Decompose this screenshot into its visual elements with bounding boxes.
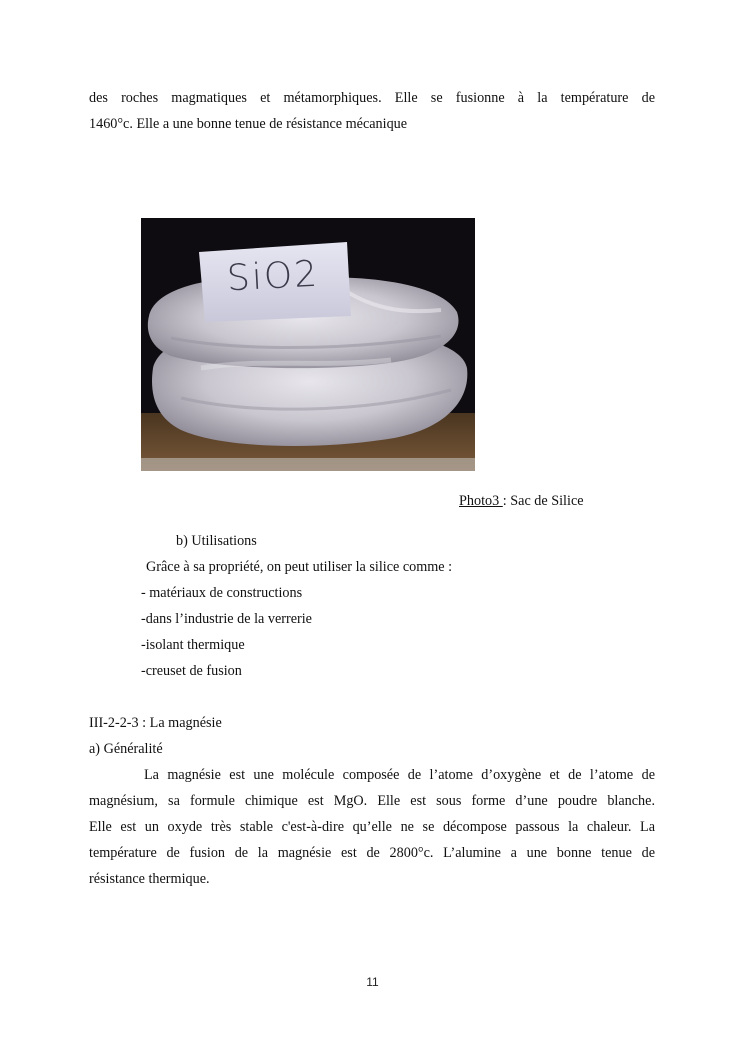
silica-bag-photo bbox=[141, 218, 475, 471]
section-subheading: a) Généralité bbox=[89, 741, 163, 757]
uses-intro: Grâce à sa propriété, on peut utiliser la silice comme : bbox=[146, 559, 453, 575]
photo-caption-text: : Sac de Silice bbox=[502, 493, 584, 509]
paragraph-line-4: température de fusion de la magnésie est de 2800°c. L’alumine a une bonne tenue de bbox=[89, 845, 655, 861]
photo-label-text: SiO2 bbox=[225, 253, 321, 300]
intro-line-1: des roches magmatiques et métamorphiques. Elle se fusionne à la température de bbox=[89, 90, 655, 106]
intro-line-2: 1460°c. Elle a une bonne tenue de résistance mécanique bbox=[89, 116, 408, 132]
paragraph-line-2: magnésium, sa formule chimique est MgO. Elle est sous forme d’une poudre blanche. bbox=[89, 793, 655, 809]
paragraph-line-5: résistance thermique. bbox=[89, 871, 210, 887]
photo-caption-label: Photo3 bbox=[459, 493, 503, 509]
section-title: III-2-2-3 : La magnésie bbox=[89, 715, 222, 731]
uses-heading: b) Utilisations bbox=[176, 533, 257, 549]
uses-item: -creuset de fusion bbox=[141, 663, 242, 679]
paragraph-line-3: Elle est un oxyde très stable c'est-à-dire qu’elle ne se décompose passous la chaleur. La bbox=[89, 819, 655, 835]
photo-caption bbox=[459, 492, 584, 510]
paragraph-line-1: La magnésie est une molécule composée de l’atome d’oxygène et de l’atome de bbox=[144, 767, 655, 783]
page-number: 11 bbox=[366, 975, 379, 989]
uses-item: - matériaux de constructions bbox=[141, 585, 303, 601]
uses-item: -isolant thermique bbox=[141, 637, 245, 653]
uses-item: -dans l’industrie de la verrerie bbox=[141, 611, 312, 627]
